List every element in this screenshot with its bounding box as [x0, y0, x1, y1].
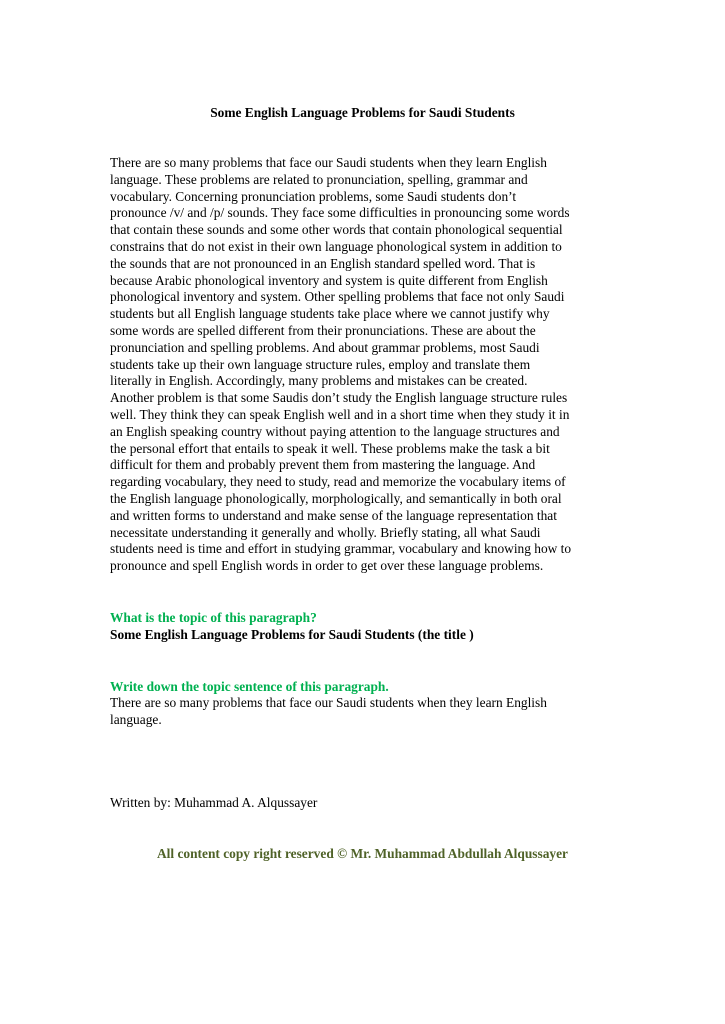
paragraph-line: that contain these sounds and some other words that contain phonological sequential	[110, 222, 563, 238]
paragraph-line: constrains that do not exist in their own language phonological system in addition to	[110, 238, 562, 254]
answer-line: language.	[110, 712, 162, 727]
main-paragraph	[110, 155, 620, 575]
paragraph-line: literally in English. Accordingly, many problems and mistakes can be created.	[110, 373, 528, 389]
paragraph-line: well. They think they can speak English well and in a short time when they study it in	[110, 406, 570, 422]
paragraph-line: pronounce /v/ and /p/ sounds. They face some difficulties in pronouncing some words	[110, 205, 570, 221]
author-line: Written by: Muhammad A. Alqussayer	[110, 795, 318, 810]
paragraph-line: Another problem is that some Saudis don’t study the English language structure rules	[110, 390, 568, 406]
paragraph-line: necessitate understanding it generally and wholly. Briefly stating, all what Saudi	[110, 524, 541, 540]
paragraph-line: because Arabic phonological inventory and system is quite different from English	[110, 272, 548, 288]
copyright-notice: All content copy right reserved © Mr. Muhammad Abdullah Alqussayer	[157, 846, 568, 861]
answer-topic: Some English Language Problems for Saudi Students (the title )	[110, 627, 474, 642]
paragraph-line: pronounce and spell English words in order to get over these language problems.	[110, 558, 544, 574]
paragraph-line: the English language phonologically, morphologically, and semantically in both oral	[110, 490, 562, 506]
question-topic: What is the topic of this paragraph?	[110, 610, 317, 625]
paragraph-line: difficult for them and probably prevent them from mastering the language. And	[110, 457, 536, 473]
paragraph-line: There are so many problems that face our Saudi students when they learn English	[110, 155, 547, 170]
paragraph-line: language. These problems are related to pronunciation, spelling, grammar and	[110, 171, 528, 187]
paragraph-line: students need is time and effort in studying grammar, vocabulary and knowing how to	[110, 541, 572, 557]
answer-line: There are so many problems that face our Saudi students when they learn English	[110, 695, 547, 710]
paragraph-line: and written forms to understand and make sense of the language representation that	[110, 507, 557, 523]
paragraph-line: the personal effort that entails to speak it well. These problems make the task a bit	[110, 440, 550, 456]
paragraph-line: students take up their own language structure rules, employ and translate them	[110, 356, 531, 372]
paragraph-line: phonological inventory and system. Other spelling problems that face not only Saudi	[110, 289, 565, 305]
paragraph-line: pronunciation and spelling problems. And about grammar problems, most Saudi	[110, 339, 540, 355]
paragraph-line: an English speaking country without paying attention to the language structures and	[110, 423, 560, 439]
answer-topic-sentence	[110, 694, 547, 728]
paragraph-line: regarding vocabulary, they need to study, read and memorize the vocabulary items of	[110, 474, 566, 490]
document-title: Some English Language Problems for Saudi Students	[210, 105, 515, 120]
question-topic-sentence: Write down the topic sentence of this paragraph.	[110, 679, 389, 694]
paragraph-line: students but all English language students take place where we cannot justify why	[110, 306, 550, 322]
paragraph-line: some words are spelled different from their pronunciations. These are about the	[110, 322, 536, 338]
paragraph-line: the sounds that are not pronounced in an English standard spelled word. That is	[110, 255, 536, 271]
paragraph-line: vocabulary. Concerning pronunciation problems, some Saudi students don’t	[110, 188, 517, 204]
